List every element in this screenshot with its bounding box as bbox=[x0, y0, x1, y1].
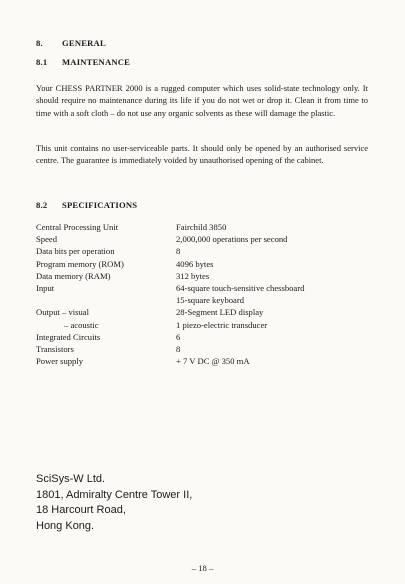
spec-row-power-supply bbox=[36, 355, 376, 367]
spec-label: Data bits per operation bbox=[36, 246, 115, 257]
spec-value-line: 2,000,000 operations per second bbox=[176, 234, 288, 245]
address-line: SciSys-W Ltd. bbox=[36, 473, 106, 485]
spec-row-rom bbox=[36, 258, 376, 270]
spec-label: Transistors bbox=[36, 344, 74, 355]
spec-value bbox=[176, 233, 287, 245]
section-heading bbox=[36, 37, 106, 49]
spec-value bbox=[176, 221, 226, 233]
spec-value bbox=[176, 331, 180, 343]
page-number: – 18 – bbox=[191, 563, 214, 573]
spec-label: Power supply bbox=[36, 356, 84, 367]
spec-value bbox=[176, 258, 213, 270]
spec-value-line: 15-square keyboard bbox=[176, 295, 245, 306]
specifications-number: 8.2 bbox=[36, 200, 48, 210]
spec-value-line: 64-square touch-sensitive chessboard bbox=[176, 283, 305, 294]
address-line: 18 Harcourt Road, bbox=[36, 504, 126, 517]
spec-label: Input bbox=[36, 283, 55, 294]
spec-label: Program memory (ROM) bbox=[36, 258, 124, 269]
spec-label: Integrated Circuits bbox=[36, 331, 101, 342]
spec-value bbox=[176, 306, 263, 318]
spec-value bbox=[176, 355, 250, 367]
spec-row-integrated-circuits bbox=[36, 331, 376, 343]
spec-label: – acoustic bbox=[64, 319, 99, 330]
spec-value-line: Fairchild 3850 bbox=[176, 222, 227, 232]
spec-row-transistors bbox=[36, 343, 376, 355]
maintenance-paragraph-2: This unit contains no user-serviceable parts. It should only be opened by an authorised service centre. The guarantee is immediately voided by unauthorised opening of the cabinet. bbox=[36, 143, 368, 166]
section-title: GENERAL bbox=[62, 38, 106, 48]
company-address bbox=[36, 472, 192, 534]
spec-value bbox=[176, 270, 209, 282]
spec-value bbox=[176, 343, 180, 355]
maintenance-number: 8.1 bbox=[36, 57, 48, 67]
spec-value-line: 28-Segment LED display bbox=[176, 307, 264, 318]
address-line: 1801, Admiralty Centre Tower II, bbox=[36, 488, 193, 501]
spec-row-ram bbox=[36, 270, 376, 282]
spec-row-speed bbox=[36, 233, 376, 245]
spec-value-line: + 7 V DC @ 350 mA bbox=[176, 356, 250, 367]
specifications-title: SPECIFICATIONS bbox=[62, 200, 138, 210]
spec-value bbox=[176, 319, 267, 331]
spec-value-line: 1 piezo-electric transducer bbox=[176, 319, 268, 330]
spec-value-line: 312 bytes bbox=[176, 270, 210, 281]
section-number: 8. bbox=[36, 38, 43, 48]
specifications-heading bbox=[36, 199, 137, 211]
specifications-table bbox=[36, 221, 376, 367]
maintenance-heading bbox=[36, 56, 130, 68]
spec-row-data-bits bbox=[36, 245, 376, 257]
spec-label: Output – visual bbox=[36, 307, 89, 318]
spec-row-output-acoustic bbox=[36, 319, 376, 331]
spec-value-line: 8 bbox=[176, 246, 181, 257]
spec-value-line: 6 bbox=[176, 331, 181, 342]
spec-value bbox=[176, 245, 180, 257]
spec-label: Central Processing Unit bbox=[36, 222, 119, 232]
spec-value-line: 4096 bytes bbox=[176, 258, 214, 269]
spec-row-input bbox=[36, 282, 376, 306]
maintenance-title: MAINTENANCE bbox=[62, 57, 131, 67]
maintenance-paragraph-1: Your CHESS PARTNER 2000 is a rugged computer which uses solid-state technology only. It should require no maintenance during its life if you do not wet or drop it. Clean it from time to time with a soft cloth – do not use any organic solvents as these will damage the plastic. bbox=[36, 83, 368, 118]
address-line: Hong Kong. bbox=[36, 519, 95, 532]
spec-row-cpu bbox=[36, 221, 376, 233]
spec-label: Data memory (RAM) bbox=[36, 270, 111, 281]
spec-value-line: 8 bbox=[176, 344, 181, 355]
spec-label: Speed bbox=[36, 234, 58, 245]
spec-value bbox=[176, 282, 304, 306]
spec-row-output-visual bbox=[36, 306, 376, 318]
